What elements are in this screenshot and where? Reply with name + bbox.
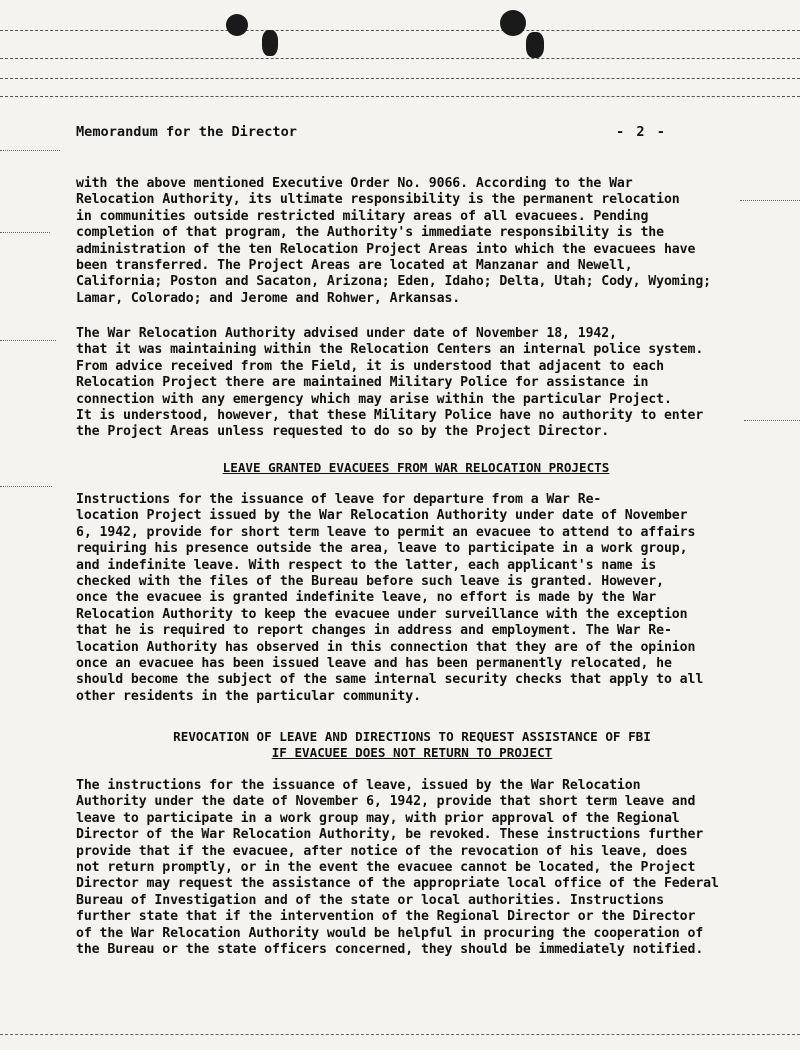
punch-hole-mark [526, 32, 544, 58]
scan-rule [0, 58, 800, 59]
scan-rule [0, 30, 800, 31]
margin-noise [0, 486, 52, 487]
scan-rule [0, 78, 800, 79]
margin-noise [0, 340, 56, 341]
heading-line-2: IF EVACUEE DOES NOT RETURN TO PROJECT [271, 745, 553, 760]
punch-hole-mark [226, 14, 248, 36]
margin-noise [0, 150, 60, 151]
scan-rule [0, 96, 800, 97]
scan-rule-bottom [0, 1034, 800, 1035]
paragraph-executive-order: with the above mentioned Executive Order No. 9066. According to the War Relocation Authority, its ultimate responsibility is the permanent relocation in communities outside restricted military areas of all evacuees. Pending completion of that program, the Authority's immediate responsibility is the administration of the ten Relocation Project Areas into which the evacuees have been transferred. The Project Areas are located at Manzanar and Newell, California; Poston and Sacaton, Arizona; Eden, Idaho; Delta, Utah; Cody, Wyoming; Lamar, Colorado; and Jerome and Rohwer, Arkansas. [76, 176, 712, 306]
page-header [76, 122, 726, 146]
punch-hole-mark [500, 10, 526, 36]
memo-title: Memorandum for the Director [76, 124, 297, 140]
section-heading-revocation [12, 729, 800, 761]
heading-text: LEAVE GRANTED EVACUEES FROM WAR RELOCATION PROJECTS [222, 460, 610, 475]
paragraph-leave-instructions: Instructions for the issuance of leave for departure from a War Re- location Project issued by the War Relocation Authority under date of November 6, 1942, provide for short term leave to permit an evacuee to attend to affairs requiring his presence outside the area, leave to participate in a work group, and indefinite leave. With respect to the latter, each applicant's name is checked with the files of the Bureau before such leave is granted. However, once the evacuee is granted indefinite leave, no effort is made by the War Relocation Authority to keep the evacuee under surveillance with the exception that he is required to report changes in address and employment. The War Re- location Authority has observed in this connection that they are of the opinion once an evacuee has been issued leave and has been permanently relocated, he should become the subject of the same internal security checks that apply to all other residents in the particular community. [76, 492, 704, 704]
page-number: - 2 - [616, 124, 667, 140]
paragraph-internal-police: The War Relocation Authority advised under date of November 18, 1942, that it was maintaining within the Relocation Centers an internal police system. From advice received from the Field, it is understood that adjacent to each Relocation Project there are maintained Military Police for assistance in connection with any emergency which may arise within the particular Project. It is understood, however, that these Military Police have no authority to enter the Project Areas unless requested to do so by the Project Director. [76, 326, 704, 440]
paragraph-revocation-instructions: The instructions for the issuance of leave, issued by the War Relocation Authority under the date of November 6, 1942, provide that short term leave and leave to participate in a work group may, with prior approval of the Regional Director of the War Relocation Authority, be revoked. These instructions further provide that if the evacuee, after notice of the revocation of his leave, does not return promptly, or in the event the evacuee cannot be located, the Project Director may request the assistance of the appropriate local office of the Federal Bureau of Investigation and of the state or local authorities. Instructions further state that if the intervention of the Regional Director or the Director of the War Relocation Authority would be helpful in procuring the cooperation of the Bureau or the state officers concerned, they should be immediately notified. [76, 778, 719, 958]
punch-hole-mark [262, 30, 278, 56]
scan-artifact-top [0, 0, 800, 110]
section-heading-leave-granted [16, 460, 800, 476]
margin-noise [0, 232, 50, 233]
heading-line-1: REVOCATION OF LEAVE AND DIRECTIONS TO REQUEST ASSISTANCE OF FBI [173, 729, 651, 744]
